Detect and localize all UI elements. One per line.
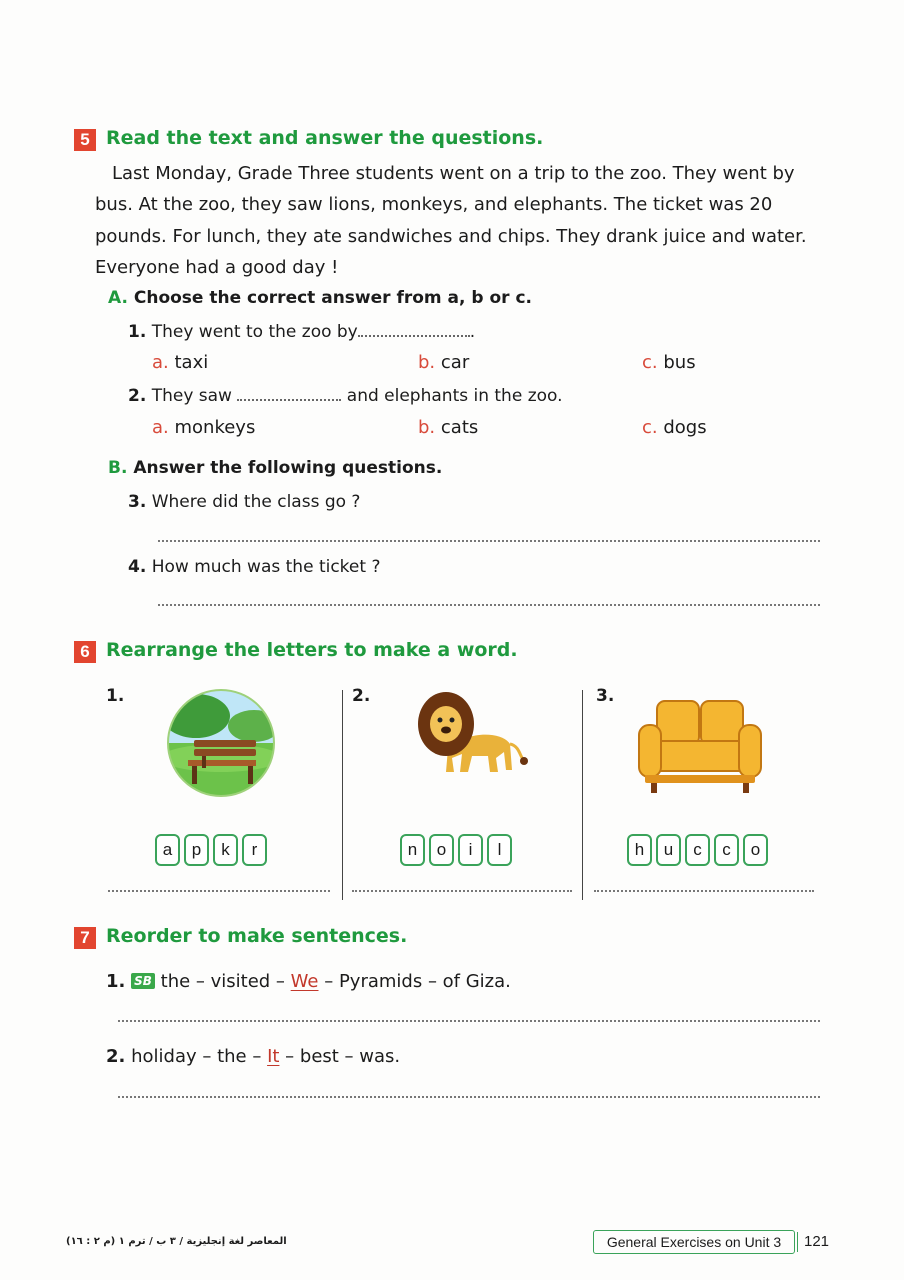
question-2-text: They saw xyxy=(151,386,232,406)
sentence-1 xyxy=(106,971,511,992)
passage-line-4: Everyone had a good day ! xyxy=(95,257,339,278)
section-7-title: Reorder to make sentences. xyxy=(106,925,408,947)
sentence-1-capital-word: We xyxy=(290,971,319,992)
lion-picture xyxy=(412,688,528,788)
footer-publisher-text: المعاصر لغة إنجليزية / ٣ ب / ترم ١ (م ٢ : ١٦) xyxy=(66,1236,287,1247)
question-3-text: Where did the class go ? xyxy=(151,492,361,512)
q1-option-b[interactable]: b. car xyxy=(418,352,470,373)
part-a-heading xyxy=(108,288,532,308)
answer-line-4[interactable] xyxy=(158,604,820,606)
q2-option-a[interactable]: a. monkeys xyxy=(152,417,256,438)
letter-tile[interactable]: n xyxy=(400,834,425,866)
question-2-blank[interactable] xyxy=(237,399,341,401)
section-5-title: Read the text and answer the questions. xyxy=(106,127,544,149)
q1-option-c[interactable]: c. bus xyxy=(642,352,696,373)
word-answer-line-3[interactable] xyxy=(594,890,814,892)
question-3-number: 3. xyxy=(128,492,147,512)
passage-line-3: pounds. For lunch, they ate sandwiches and chips. They drank juice and water. xyxy=(95,226,807,247)
sentence-2-capital-word: It xyxy=(267,1046,280,1067)
q2-option-b[interactable]: b. cats xyxy=(418,417,479,438)
letter-tile[interactable]: a xyxy=(155,834,180,866)
part-a-letter: A. xyxy=(108,288,128,308)
sentence-1-number: 1. xyxy=(106,971,126,992)
footer-unit-label: General Exercises on Unit 3 xyxy=(593,1230,795,1254)
letter-tile[interactable]: p xyxy=(184,834,209,866)
letter-tile[interactable]: l xyxy=(487,834,512,866)
q2-option-c[interactable]: c. dogs xyxy=(642,417,707,438)
sentence-answer-line-1[interactable] xyxy=(118,1020,820,1022)
word-answer-line-2[interactable] xyxy=(352,890,572,892)
question-1-text: They went to the zoo by xyxy=(151,322,358,342)
sentence-1-post: – Pyramids – of Giza. xyxy=(318,971,511,992)
question-4 xyxy=(128,557,380,577)
letter-tile[interactable]: o xyxy=(429,834,454,866)
question-1-number: 1. xyxy=(128,322,147,342)
question-1 xyxy=(128,322,475,342)
question-3 xyxy=(128,492,360,512)
part-b-text: Answer the following questions. xyxy=(133,458,443,478)
bench-picture xyxy=(166,688,276,798)
column-divider-1 xyxy=(342,690,343,900)
item-3-number: 3. xyxy=(596,686,615,706)
passage-line-1: Last Monday, Grade Three students went on a trip to the zoo. They went by xyxy=(112,163,795,184)
question-2-end: and elephants in the zoo. xyxy=(346,386,563,406)
letter-tile[interactable]: o xyxy=(743,834,768,866)
letter-tile[interactable]: c xyxy=(714,834,739,866)
section-5-badge: 5 xyxy=(74,129,96,151)
letter-tile[interactable]: c xyxy=(685,834,710,866)
letter-tiles-1 xyxy=(155,834,267,866)
letter-tile[interactable]: i xyxy=(458,834,483,866)
section-6-title: Rearrange the letters to make a word. xyxy=(106,639,518,661)
footer-divider xyxy=(797,1232,798,1252)
question-1-end: . xyxy=(469,322,476,342)
letter-tiles-2 xyxy=(400,834,512,866)
sentence-2 xyxy=(106,1046,400,1067)
sentence-2-post: – best – was. xyxy=(279,1046,401,1067)
letter-tile[interactable]: r xyxy=(242,834,267,866)
part-a-text: Choose the correct answer from a, b or c. xyxy=(133,288,532,308)
sentence-2-number: 2. xyxy=(106,1046,126,1067)
letter-tile[interactable]: k xyxy=(213,834,238,866)
question-4-text: How much was the ticket ? xyxy=(151,557,381,577)
sentence-answer-line-2[interactable] xyxy=(118,1096,820,1098)
part-b-letter: B. xyxy=(108,458,128,478)
letter-tile[interactable]: u xyxy=(656,834,681,866)
couch-picture xyxy=(637,697,763,795)
section-7-badge: 7 xyxy=(74,927,96,949)
word-answer-line-1[interactable] xyxy=(108,890,330,892)
part-b-heading xyxy=(108,458,442,478)
column-divider-2 xyxy=(582,690,583,900)
section-6-badge: 6 xyxy=(74,641,96,663)
question-2-number: 2. xyxy=(128,386,147,406)
sb-badge: SB xyxy=(131,973,155,989)
question-4-number: 4. xyxy=(128,557,147,577)
item-1-number: 1. xyxy=(106,686,125,706)
passage-line-2: bus. At the zoo, they saw lions, monkeys, and elephants. The ticket was 20 xyxy=(95,194,773,215)
page-number: 121 xyxy=(804,1233,830,1250)
question-1-blank[interactable] xyxy=(358,335,470,337)
question-2 xyxy=(128,386,563,406)
answer-line-3[interactable] xyxy=(158,540,820,542)
item-2-number: 2. xyxy=(352,686,371,706)
sentence-2-pre: holiday – the – xyxy=(131,1046,268,1067)
letter-tile[interactable]: h xyxy=(627,834,652,866)
sentence-1-pre: the – visited – xyxy=(160,971,291,992)
letter-tiles-3 xyxy=(627,834,768,866)
q1-option-a[interactable]: a. taxi xyxy=(152,352,209,373)
